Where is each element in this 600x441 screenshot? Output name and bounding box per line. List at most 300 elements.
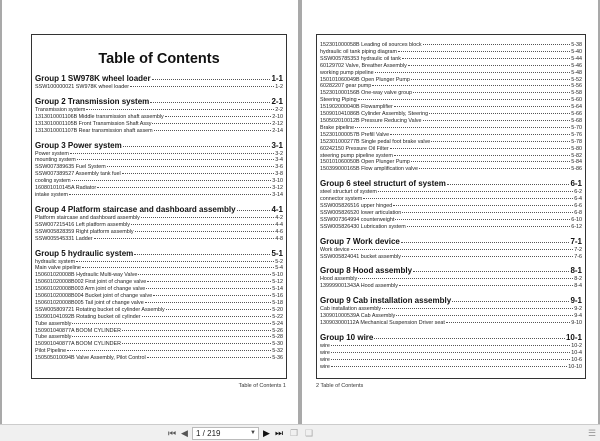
dot-leader [77,159,274,160]
entry-page: 4-8 [275,235,283,242]
entry-title: wire [320,349,330,356]
dot-leader [147,281,271,282]
dot-leader [413,271,569,272]
entry-page: 5-52 [571,76,582,83]
entry-title: 150601020008B005 Tail joint of change valve [35,299,144,306]
entry-title: connector system [320,196,363,203]
toc-entry[interactable] [320,189,582,196]
entry-title: Group 7 Work device [320,236,400,246]
entry-title: Pilot Pipeline [35,348,67,355]
entry-page: 6-12 [571,223,582,230]
previous-page-icon[interactable]: ◀ [181,428,188,438]
dot-leader [147,357,272,358]
dot-leader [374,338,565,339]
dot-leader [76,261,274,262]
entry-title: SSW007364994 counterweight [320,216,395,223]
entry-page: 9-4 [574,313,582,320]
dot-leader [399,285,573,286]
dot-leader [70,153,274,154]
dot-leader [152,123,271,124]
dot-leader [375,72,571,73]
entry-title: SSW005826430 Lubrication system [320,223,406,230]
toc-entry[interactable] [35,171,283,178]
entry-page: 5-80 [571,145,582,152]
entry-title: 152301000277B Single pedal foot brake valve [320,138,431,145]
toc-entry[interactable] [35,164,283,171]
toc-entry[interactable] [35,151,283,158]
toc-entry[interactable] [320,132,582,139]
toc-entry[interactable] [320,83,582,90]
entry-title: Steering Piping [320,97,357,104]
entry-page: 2-14 [272,127,283,134]
entry-page: 3-8 [275,171,283,178]
entry-page: 5-46 [571,62,582,69]
dot-leader [402,256,573,257]
pdf-page-2 [302,0,598,424]
toc-entry[interactable] [320,63,582,70]
entry-page: 8-4 [574,283,582,290]
entry-page: 3-1 [271,140,283,150]
dot-leader [72,323,271,324]
dot-leader [135,231,275,232]
entry-title: hydraulic oil tank piping diagram [320,48,398,55]
entry-page: 1-1 [271,74,283,83]
entry-page: 8-1 [570,266,582,276]
dot-leader [447,184,570,185]
group-heading[interactable] [35,141,283,151]
entry-page: 4-2 [275,214,283,221]
entry-page: 5-12 [272,279,283,286]
dot-leader [154,130,272,131]
next-page-icon[interactable]: ▶ [263,428,270,438]
entry-page: 6-2 [574,189,582,196]
rotate-page-icon[interactable]: ❐ [290,428,299,438]
entry-title: 152301000057B Prefill Valve [320,131,390,138]
entry-title: 150399000165B Flow amplification valve [320,166,418,173]
dot-leader [358,99,571,100]
entry-title: working pump pipeline [320,69,374,76]
first-page-icon[interactable]: ⏮ [168,428,177,438]
entry-title: 150601020008B002 First joint of change valve [35,279,147,286]
entry-page: 4-1 [271,204,283,214]
entry-title: 130903000112A Mechanical Suspension Driver seat [320,320,445,327]
entry-title: steel structurt of system [320,189,377,196]
toc-entry[interactable] [320,350,582,357]
entry-page: 5-48 [571,69,582,76]
toc-entry[interactable] [35,321,283,328]
entry-page: 5-36 [272,355,283,362]
toc-box [31,34,287,379]
entry-title: 150502010012B Pressure Reducing Valve [320,117,422,124]
dot-leader [395,219,570,220]
dot-leader [94,238,275,239]
toc-entry[interactable] [320,146,582,153]
entry-title: 139999001343A Hood assembly [320,283,398,290]
entry-page: 5-32 [272,348,283,355]
dot-leader [123,146,271,147]
toc-entry[interactable] [320,254,582,261]
entry-title: Tube assembly [35,334,72,341]
dot-leader [131,224,274,225]
entry-title: 152301000058B Leading oil sources block [320,42,422,48]
dot-leader [372,85,570,86]
entry-page: 5-60 [571,97,582,104]
entry-title: 150901040877A BOOM CYLINDER [35,327,121,334]
dot-leader [165,116,271,117]
entry-page: 6-4 [574,196,582,203]
entry-page: 2-10 [272,113,283,120]
toc-entry[interactable] [320,203,582,210]
toc-entry[interactable] [35,314,283,321]
entry-page: 10-1 [565,333,582,342]
entry-title: 1313010001106B Middle transmission shaft assembly [35,113,164,120]
entry-title: Platform staircase and dashboard assembly [35,214,140,221]
entry-title: Power system [35,150,69,157]
group-heading[interactable] [35,205,283,215]
toc-entry[interactable] [35,293,283,300]
entry-title: cooling system [35,178,71,185]
entry-title: Transmission system [35,106,86,113]
dot-leader [331,352,570,353]
toc-entry[interactable] [320,343,582,350]
entry-title: SSW005828359 Right platform assembly [35,228,134,235]
toc-entry[interactable] [35,229,283,236]
toc-entry[interactable] [320,247,582,254]
entry-title: Work device [320,246,350,253]
dot-leader [97,187,271,188]
entry-page: 7-6 [574,253,582,260]
entry-page: 2-12 [272,120,283,127]
entry-title: Group 9 Cab installation assembly [320,296,452,306]
entry-title: 150601020008B Hydraulic Multi-way Valve [35,272,138,279]
entry-page: 10-4 [571,349,582,356]
toc-entry[interactable] [35,192,283,199]
dot-leader [152,79,271,80]
group-heading[interactable] [35,249,283,259]
dot-leader [446,322,570,323]
toc-entry[interactable] [320,357,582,364]
dot-leader [331,366,567,367]
entry-title: wire [320,356,330,363]
toc-entry[interactable] [320,49,582,56]
dot-leader [413,92,570,93]
toc-entry[interactable] [35,300,283,307]
group-heading[interactable] [35,97,283,107]
dot-leader [378,191,573,192]
entry-title: 1313010001107B Rear transmission shaft assem [35,127,153,134]
entry-title: 60129702 Valve, Breather Assembly [320,62,407,69]
entry-page: 10-2 [571,343,582,349]
entry-page: 6-8 [574,209,582,216]
dot-leader [358,278,573,279]
entry-page: 1-2 [275,84,283,90]
toc-entry[interactable] [35,107,283,114]
toc-entry[interactable] [320,118,582,125]
dot-leader [390,148,571,149]
dot-leader [122,330,271,331]
entry-page: 2-2 [275,106,283,113]
page-number-value: 1 / 219 [196,429,221,438]
entry-title: SSW007389635 Fuel System [35,164,106,171]
group-heading[interactable] [320,333,582,343]
entry-page: 5-10 [272,272,283,279]
entry-page: 5-76 [571,131,582,138]
toc-entry[interactable] [320,313,582,320]
toc-entry[interactable] [35,84,283,91]
entry-page: 6-10 [571,216,582,223]
dot-leader [394,155,570,156]
entry-title: 160801010145A Radiator [35,185,97,192]
dot-leader [423,120,571,121]
page-footer: Table of Contents 1 [238,383,286,389]
group-heading[interactable] [320,266,582,276]
entry-title: Group 1 SW978K wheel loader [35,74,151,83]
toc-entry[interactable] [35,128,283,135]
toc-entry[interactable] [35,121,283,128]
toc-entry[interactable] [35,236,283,243]
entry-title: 150101060049B Open Plunger Pump [320,76,410,83]
dot-leader [401,242,570,243]
entry-page: 5-64 [571,104,582,111]
entry-title: wire [320,363,330,370]
entry-page: 5-84 [571,159,582,166]
toc-entry[interactable] [35,114,283,121]
dot-leader [86,109,274,110]
entry-page: 3-6 [275,164,283,171]
entry-title: Group 4 Platform staircase and dashboard assembly [35,204,236,214]
toc-entry[interactable] [320,166,582,173]
page-footer: 2 Table of Contents [316,383,364,389]
toc-entry[interactable] [320,306,582,313]
toc-entry[interactable] [35,341,283,348]
toc-entry[interactable] [35,215,283,222]
dot-leader [423,44,571,45]
entry-title: Group 8 Hood assembly [320,266,413,276]
entry-title: 150601020008B004 Bucket joint of change valve [35,293,153,300]
dot-leader [411,79,570,80]
entry-title: SSW007215416 Left platform assembly [35,221,130,228]
toc-entry[interactable] [35,328,283,335]
entry-page: 5-44 [571,55,582,62]
toc-entry[interactable] [320,159,582,166]
entry-title: 130901000539A Cab Assembly [320,313,396,320]
toc-entry[interactable] [320,77,582,84]
toc-entry[interactable] [35,178,283,185]
toc-entry[interactable] [320,276,582,283]
dot-leader [82,267,274,268]
dot-leader [429,113,570,114]
entry-page: 5-1 [271,248,283,258]
toc-entry[interactable] [320,111,582,118]
chevron-down-icon[interactable]: ▼ [250,430,256,436]
group-heading[interactable] [320,296,582,306]
toc-entry[interactable] [320,139,582,146]
entry-title: intake system [35,191,68,198]
entry-page: 9-2 [574,306,582,313]
entry-page: 4-4 [275,221,283,228]
entry-title: Group 3 Power system [35,140,122,150]
dot-leader [452,301,569,302]
pdf-page-1 [2,0,298,424]
toc-entry[interactable] [35,185,283,192]
entry-page: 5-14 [272,286,283,293]
entry-page: 2-1 [271,96,283,106]
entry-title: 150505010094B Valve Assembly, Pilot Control [35,355,146,362]
entry-page: 5-22 [272,313,283,320]
entry-title: 152301000156B One-way valve group [320,90,413,97]
entry-page: 10-10 [568,363,582,370]
toc-entry[interactable] [35,259,283,266]
dot-leader [122,173,275,174]
toc-entry[interactable] [320,104,582,111]
entry-title: 150901041092B Rotating bucket oil cylinder [35,313,141,320]
entry-title: Main valve pipeline [35,265,81,272]
entry-title: SSW005545331 Ladder [35,235,93,242]
entry-page: 5-26 [272,327,283,334]
toc-box [316,34,586,379]
dot-leader [138,274,271,275]
entry-page: 6-1 [570,179,582,189]
toc-entry[interactable] [35,272,283,279]
entry-title: Group 10 wire [320,333,374,342]
toc-entry[interactable] [35,348,283,355]
page-view-icon[interactable]: ❑ [305,428,314,438]
dot-leader [122,343,271,344]
group-heading[interactable] [35,74,283,84]
entry-title: 150901041086B Cylinder Assembly, Steering [320,111,429,118]
toc-entry[interactable] [320,224,582,231]
dot-leader [382,308,573,309]
dot-leader [408,65,570,66]
dot-leader [394,106,570,107]
toc-entry[interactable] [320,42,582,49]
entry-page: 5-70 [571,124,582,131]
entry-title: Hood assembly [320,276,358,283]
entry-page: 8-2 [574,276,582,283]
dot-leader [69,194,271,195]
entry-page: 5-16 [272,293,283,300]
last-page-icon[interactable]: ⏭ [275,428,284,438]
entry-title: SSW100000021 SW978K wheel loader [35,84,130,90]
dot-leader [363,198,573,199]
toc-entry[interactable] [35,355,283,362]
dot-leader [402,212,573,213]
toc-entry[interactable] [320,90,582,97]
entry-title: 150101060050B Open Plunger Pump [320,159,410,166]
dot-leader [146,288,271,289]
entry-page: 5-56 [571,83,582,90]
entry-page: 4-6 [275,228,283,235]
toc-entry[interactable] [320,320,582,327]
entry-title: SSW005785353 hydraulic oil tank [320,55,401,62]
dot-leader [351,249,574,250]
toc-entry[interactable] [320,125,582,132]
toc-entry[interactable] [320,70,582,77]
dot-leader [331,345,570,346]
entry-page: 10-6 [571,356,582,363]
dot-leader [237,210,271,211]
entry-title: Group 2 Transmission system [35,96,150,106]
entry-page: 5-20 [272,306,283,313]
entry-title: steering pump pipeline system [320,152,393,159]
entry-title: SSW005809721 Rotating bucket oil cylinder Assembly [35,306,165,313]
entry-page: 3-12 [272,185,283,192]
sidebar-toggle-icon[interactable]: ☰ [588,428,597,438]
entry-title: 60242150 Pressure Oil Filter [320,145,389,152]
entry-title: wire [320,343,330,349]
toc-list [320,42,582,371]
group-heading[interactable] [320,179,582,189]
toc-entry[interactable] [320,97,582,104]
toc-entry[interactable] [320,283,582,290]
entry-page: 5-18 [272,299,283,306]
entry-page: 6-6 [574,203,582,210]
toc-entry[interactable] [35,307,283,314]
entry-page: 3-2 [275,150,283,157]
entry-page: 5-40 [571,48,582,55]
entry-page: 3-10 [272,178,283,185]
dot-leader [396,315,573,316]
toc-entry[interactable] [35,157,283,164]
toc-entry[interactable] [35,334,283,341]
entry-page: 5-24 [272,320,283,327]
toc-entry[interactable] [35,222,283,229]
entry-page: 5-4 [275,265,283,272]
dot-leader [390,134,570,135]
toc-entry[interactable] [320,364,582,371]
entry-title: Group 6 steel structurt of system [320,179,446,189]
page-title: Table of Contents [98,51,220,67]
dot-leader [355,127,570,128]
dot-leader [393,205,573,206]
toc-entry[interactable] [35,265,283,272]
entry-page: 3-4 [275,157,283,164]
entry-page: 9-1 [570,296,582,306]
entry-page: 5-2 [275,258,283,265]
entry-page: 9-10 [571,320,582,327]
pdf-toolbar [0,424,600,441]
toc-entry[interactable] [320,210,582,217]
page-number-input[interactable] [192,427,259,440]
entry-page: 5-58 [571,90,582,97]
group-heading[interactable] [320,237,582,247]
dot-leader [150,102,270,103]
entry-page: 5-78 [571,138,582,145]
toc-entry[interactable] [320,196,582,203]
dot-leader [407,226,571,227]
dot-leader [72,180,272,181]
entry-title: Tube assembly [35,320,72,327]
entry-page: 5-28 [272,334,283,341]
entry-title: 150901040877A BOOM CYLINDER [35,341,121,348]
entry-page: 7-2 [574,246,582,253]
entry-title: 60282207 gear pump [320,83,372,90]
dot-leader [431,141,570,142]
entry-page: 5-38 [571,42,582,48]
toc-entry[interactable] [320,217,582,224]
entry-title: Group 5 hydraulic system [35,248,134,258]
entry-title: 1313010001105B Front Transmission Shaft Assy [35,120,152,127]
dot-leader [142,316,272,317]
toc-entry[interactable] [320,153,582,160]
toc-entry[interactable] [320,56,582,63]
toc-entry[interactable] [35,286,283,293]
toc-entry[interactable] [35,279,283,286]
entry-title: hydraulic system [35,258,76,265]
dot-leader [107,166,274,167]
dot-leader [72,336,271,337]
dot-leader [145,302,272,303]
